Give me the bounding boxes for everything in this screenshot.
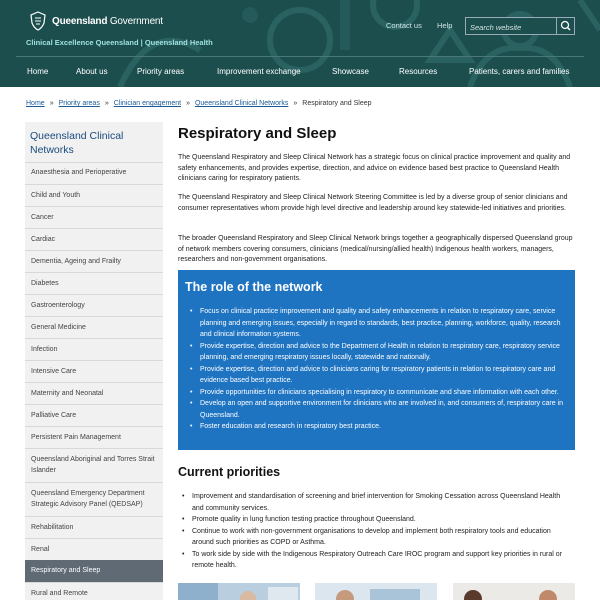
nav-item-home[interactable]: Home: [27, 67, 49, 76]
photo-placeholder: [178, 583, 300, 600]
breadcrumb-separator: »: [49, 100, 54, 107]
network-members-paragraph: The broader Queensland Respiratory and Sleep Clinical Network brings together a geographically dispersed Queensland group of network members covering consumers, clinicians (medical/nursing/allied health) Indigenous health workers, managers, researchers and non-government organisations.: [178, 235, 573, 263]
nav-item-improvement-exchange[interactable]: Improvement exchange: [217, 67, 301, 76]
bullet-icon: •: [190, 308, 193, 315]
priorities-list: [182, 491, 572, 572]
bullet-icon: •: [182, 527, 185, 535]
sidebar-item-child-youth[interactable]: Child and Youth: [25, 184, 163, 206]
role-list-item: • Develop an open and supportive environment for clinicians who are involved in, and consumers of, respiratory care in Queensland.: [190, 400, 564, 419]
sidebar-item-diabetes[interactable]: Diabetes: [25, 272, 163, 294]
sidebar-item-general-medicine[interactable]: General Medicine: [25, 316, 163, 338]
breadcrumb-link-clinician-engagement[interactable]: Clinician engagement: [113, 100, 182, 107]
breadcrumb: [26, 100, 372, 107]
bullet-icon: •: [182, 493, 185, 500]
breadcrumb-current: Respiratory and Sleep: [302, 100, 372, 107]
crest-logo-icon: [28, 11, 48, 31]
role-list-item: • Provide expertise, direction and advice to the Department of Health in relation to respiratory care, respiratory service planning, and emerging respiratory issues locally, statewide and nationally.: [190, 342, 560, 361]
search-box: [465, 17, 575, 35]
bullet-icon: •: [190, 423, 193, 430]
sidebar-item-cancer[interactable]: Cancer: [25, 206, 163, 228]
sidebar-item-palliative-care[interactable]: Palliative Care: [25, 404, 163, 426]
main-nav: [16, 56, 584, 87]
sidebar-item-rural-remote[interactable]: Rural and Remote: [25, 582, 163, 600]
current-priorities-heading: Current priorities: [178, 465, 281, 479]
sidebar: [25, 122, 163, 600]
sidebar-title[interactable]: Queensland Clinical Networks: [30, 130, 124, 156]
role-list-item: • Provide opportunities for clinicians specialising in respiratory to communicate and share information with each other.: [200, 387, 568, 399]
intro-paragraph: The Queensland Respiratory and Sleep Clinical Network has a strategic focus on clinical practice improvement and quality and safety enhancements, and provides expertise, direction, and advice on evidence based best practice to Queensland Health clinicians caring for respiratory patients.: [178, 154, 571, 182]
sidebar-item-persistent-pain[interactable]: Persistent Pain Management: [25, 426, 163, 448]
site-header: [0, 0, 600, 87]
role-list: [190, 306, 568, 433]
priority-list-item: • Continue to work with non-government organisations to develop and implement both respiratory tools and education around such priorities as COPD or Asthma.: [182, 527, 551, 546]
breadcrumb-separator: »: [104, 100, 109, 107]
breadcrumb-link-priority-areas[interactable]: Priority areas: [58, 100, 100, 107]
breadcrumb-link-home[interactable]: Home: [26, 100, 45, 107]
photo-placeholder: [453, 583, 575, 600]
search-input[interactable]: [470, 21, 556, 33]
search-icon: [557, 18, 575, 34]
sidebar-item-anaesthesia[interactable]: Anaesthesia and Perioperative: [25, 162, 163, 184]
brand[interactable]: [28, 11, 163, 31]
bullet-icon: •: [182, 516, 185, 523]
bullet-icon: •: [182, 550, 185, 558]
bullet-icon: •: [190, 342, 193, 350]
breadcrumb-separator: »: [186, 100, 190, 107]
role-of-network-panel: [178, 270, 575, 450]
breadcrumb-separator: »: [293, 100, 298, 107]
steering-committee-paragraph: The Queensland Respiratory and Sleep Clinical Network Steering Committee is led by a diverse group of senior clinicians and consumer representatives whom provide high level directive and leadership around key statewide-led initiatives and priorities.: [178, 194, 568, 212]
sidebar-item-renal[interactable]: Renal: [25, 538, 163, 560]
sidebar-item-cardiac[interactable]: Cardiac: [25, 228, 163, 250]
breadcrumb-link-clinical-networks[interactable]: Queensland Clinical Networks: [194, 100, 289, 107]
sidebar-item-dementia[interactable]: Dementia, Ageing and Frailty: [25, 250, 163, 272]
contact-us-link[interactable]: Contact us: [386, 21, 422, 30]
nav-item-patients-carers-families[interactable]: Patients, carers and families: [469, 67, 570, 76]
photo-placeholder: [315, 583, 437, 600]
role-list-item: • Foster education and research in respiratory best practice.: [200, 421, 568, 433]
role-list-item: • Focus on clinical practice improvement and quality and safety enhancements in relation to respiratory care, service planning and emerging issues, especially in regard to standards, best practice, planning, workforce, quality, research and clinical information systems.: [190, 308, 561, 338]
bullet-icon: •: [190, 400, 193, 407]
clinician-photo-3[interactable]: [453, 583, 575, 600]
nav-item-showcase[interactable]: Showcase: [332, 67, 369, 76]
site-title[interactable]: Clinical Excellence Queensland | Queensland Health: [26, 38, 213, 47]
bullet-icon: •: [190, 388, 193, 396]
search-button[interactable]: [556, 18, 574, 34]
brand-name: Queensland Government: [52, 15, 163, 27]
sidebar-item-rehabilitation[interactable]: Rehabilitation: [25, 516, 163, 538]
clinician-photo-2[interactable]: [315, 583, 437, 600]
nav-item-resources[interactable]: Resources: [399, 67, 438, 76]
nav-item-priority-areas[interactable]: Priority areas: [137, 67, 185, 76]
sidebar-item-aboriginal-torres-strait[interactable]: Queensland Aboriginal and Torres Strait Islander: [25, 448, 163, 482]
sidebar-item-infection[interactable]: Infection: [25, 338, 163, 360]
clinician-photo-1[interactable]: [178, 583, 300, 600]
role-list-item: • Provide expertise, direction and advice to clinicians caring for respiratory patients in relation to respiratory care and evidence based best practice.: [190, 365, 556, 384]
role-heading: The role of the network: [185, 280, 323, 294]
priority-list-item: • To work side by side with the Indigenous Respiratory Outreach Care IROC program and support key priorities in rural or remote health.: [182, 550, 562, 569]
page-title: Respiratory and Sleep: [178, 125, 337, 142]
sidebar-item-gastroenterology[interactable]: Gastroenterology: [25, 294, 163, 316]
sidebar-item-qedsap[interactable]: Queensland Emergency Department Strategic Advisory Panel (QEDSAP): [25, 482, 163, 516]
priority-list-item: • Improvement and standardisation of screening and brief intervention for Smoking Cessation across Queensland Health and community services.: [182, 493, 561, 512]
sidebar-item-intensive-care[interactable]: Intensive Care: [25, 360, 163, 382]
help-link[interactable]: Help: [437, 21, 453, 30]
bullet-icon: •: [190, 365, 193, 373]
sidebar-item-respiratory-sleep[interactable]: Respiratory and Sleep: [25, 560, 163, 582]
sidebar-item-maternity[interactable]: Maternity and Neonatal: [25, 382, 163, 404]
priority-list-item: • Promote quality in lung function testing practice throughout Queensland.: [192, 514, 572, 526]
nav-item-about-us[interactable]: About us: [76, 67, 108, 76]
